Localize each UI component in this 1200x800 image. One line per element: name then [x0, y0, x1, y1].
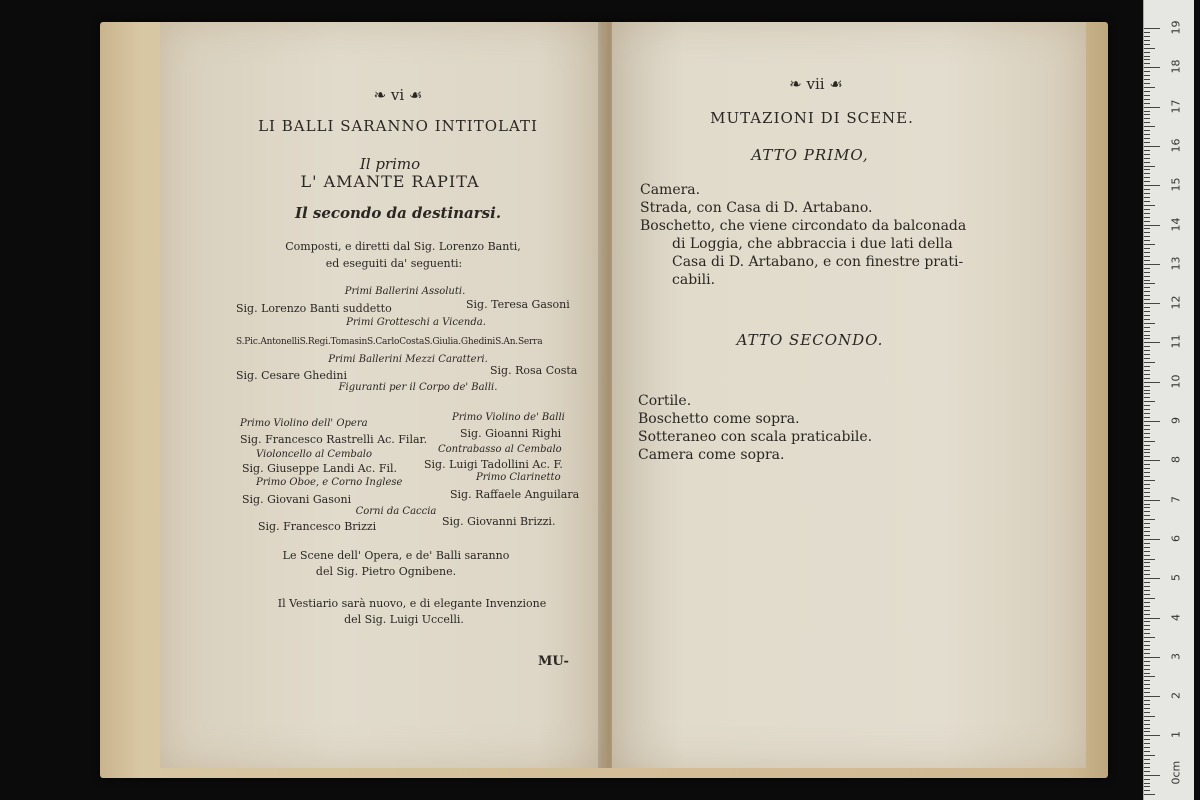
ruler-tick [1144, 162, 1150, 163]
ruler-tick [1144, 354, 1150, 355]
ruler-tick [1144, 71, 1150, 72]
ruler-tick [1144, 786, 1150, 787]
ruler-tick [1144, 790, 1150, 791]
ruler-tick [1144, 657, 1160, 658]
ruler-tick [1144, 566, 1150, 567]
ruler-tick [1144, 555, 1150, 556]
ruler-tick [1144, 488, 1150, 489]
ruler-tick [1144, 299, 1150, 300]
ruler-tick [1144, 763, 1150, 764]
act1-line: Casa di D. Artabano, e con finestre prati- [672, 254, 964, 270]
ruler-tick [1144, 692, 1150, 693]
act2-heading: ATTO SECONDO. [736, 331, 884, 349]
ruler-number: 6 [1169, 534, 1183, 542]
ruler-tick [1144, 217, 1150, 218]
mezzi-heading: Primi Ballerini Mezzi Caratteri. [328, 354, 488, 365]
ruler-tick [1144, 291, 1150, 292]
ruler-tick [1144, 433, 1150, 434]
ruler-number: 9 [1169, 417, 1183, 424]
right-page-number: ❧ vii ☙ [789, 75, 843, 93]
fleuron-icon: ❧ [789, 75, 807, 93]
ruler-tick [1144, 36, 1150, 37]
ruler-tick [1144, 665, 1150, 666]
ruler-tick [1144, 342, 1160, 343]
ruler-tick [1144, 606, 1150, 607]
scene-line-1: Le Scene dell' Opera, e de' Balli saranno [282, 549, 510, 562]
ruler-tick [1144, 755, 1155, 756]
ruler-tick [1144, 409, 1150, 410]
ruler-tick [1144, 146, 1160, 147]
ruler-tick [1144, 496, 1150, 497]
orchestra-role-left: Primo Violino dell' Opera [240, 418, 368, 429]
ruler-tick [1144, 633, 1150, 634]
ruler-number: 4 [1169, 613, 1183, 621]
ruler-tick [1144, 586, 1150, 587]
ruler-tick [1144, 641, 1150, 642]
ruler-tick [1144, 610, 1150, 611]
ruler-tick [1144, 32, 1150, 33]
ruler-tick [1144, 181, 1150, 182]
ruler-tick [1144, 331, 1150, 332]
ruler-tick [1144, 645, 1150, 646]
ruler-tick [1144, 122, 1150, 123]
ruler-tick [1144, 63, 1150, 64]
ruler-tick [1144, 704, 1150, 705]
ruler-tick [1144, 346, 1150, 347]
ruler-tick [1144, 531, 1150, 532]
ruler-tick [1144, 429, 1150, 430]
ruler-tick [1144, 67, 1160, 68]
orchestra-role-right: Primo Clarinetto [476, 472, 561, 483]
ruler-number: 0cm [1169, 760, 1183, 785]
ruler-tick [1144, 221, 1150, 222]
ruler-tick [1144, 688, 1150, 689]
act2-line: Camera come sopra. [638, 447, 785, 463]
ruler-tick [1144, 452, 1150, 453]
ruler-tick [1144, 315, 1150, 316]
ruler-tick [1144, 130, 1150, 131]
ballerini-right: Sig. Teresa Gasoni [466, 298, 570, 311]
ruler-tick [1144, 276, 1150, 277]
ruler-tick [1144, 653, 1150, 654]
ruler-tick [1144, 307, 1150, 308]
ruler-tick [1144, 232, 1150, 233]
ruler-tick [1144, 700, 1150, 701]
ruler-tick [1144, 280, 1150, 281]
mezzi-left: Sig. Cesare Ghedini [236, 369, 348, 382]
ruler-tick [1144, 511, 1150, 512]
ruler-tick [1144, 441, 1155, 442]
ruler-tick [1144, 578, 1160, 579]
ruler-tick [1144, 327, 1150, 328]
ruler-tick [1144, 173, 1150, 174]
ruler-tick [1144, 177, 1150, 178]
scene-line-2: del Sig. Pietro Ognibene. [315, 565, 457, 578]
ruler-tick [1144, 142, 1150, 143]
ruler-tick [1144, 716, 1155, 717]
ruler-number: 2 [1169, 692, 1183, 700]
orchestra-role-right: Contrabasso al Cembalo [438, 444, 562, 455]
ruler-tick [1144, 720, 1150, 721]
ruler-tick [1144, 252, 1150, 253]
ruler-tick [1144, 118, 1150, 119]
orchestra-name-left: Sig. Giuseppe Landi Ac. Fil. [242, 462, 397, 475]
ruler-tick [1144, 248, 1150, 249]
left-page-title: LI BALLI SARANNO INTITOLATI [258, 117, 538, 135]
ruler-tick [1144, 169, 1150, 170]
left-page-number: ❧ vi ☙ [373, 86, 423, 104]
grotteschi-heading: Primi Grotteschi a Vicenda. [346, 317, 486, 328]
ruler-tick [1144, 507, 1150, 508]
ruler-tick [1144, 747, 1150, 748]
ruler-tick [1144, 56, 1150, 57]
ruler-tick [1144, 680, 1150, 681]
composed-line-2: ed eseguiti da' seguenti: [325, 257, 463, 270]
ruler-tick [1144, 150, 1150, 151]
ruler-tick [1144, 236, 1150, 237]
ruler-tick [1144, 743, 1150, 744]
ruler-tick [1144, 28, 1160, 29]
ruler-number: 13 [1169, 256, 1183, 271]
fleuron-icon: ☙ [824, 75, 843, 93]
right-page-title: MUTAZIONI DI SCENE. [710, 109, 914, 127]
orchestra-name-right: Sig. Gioanni Righi [460, 427, 562, 440]
ruler-tick [1144, 527, 1150, 528]
ruler-tick [1144, 201, 1150, 202]
ruler-tick [1144, 559, 1155, 560]
right-page [612, 22, 1086, 768]
ruler-tick [1144, 390, 1150, 391]
ruler-tick [1144, 500, 1160, 501]
vestiario-line-1: Il Vestiario sarà nuovo, e di elegante Invenzione [277, 597, 547, 610]
ruler-number: 11 [1169, 334, 1183, 349]
ruler-tick [1144, 264, 1160, 265]
ruler-tick [1144, 547, 1150, 548]
ruler-tick [1144, 75, 1150, 76]
ruler-number: 12 [1169, 295, 1183, 310]
ruler-tick [1144, 193, 1150, 194]
ruler-tick [1144, 228, 1150, 229]
ruler-tick [1144, 456, 1150, 457]
ruler-tick [1144, 158, 1150, 159]
ruler-tick [1144, 283, 1155, 284]
ruler-tick [1144, 618, 1160, 619]
ruler-tick [1144, 386, 1150, 387]
ruler-tick [1144, 735, 1160, 736]
ruler-tick [1144, 543, 1150, 544]
ruler-tick [1144, 338, 1150, 339]
ruler-tick [1144, 562, 1150, 563]
ruler-tick [1144, 319, 1150, 320]
ruler-tick [1144, 240, 1150, 241]
ruler-tick [1144, 48, 1155, 49]
ruler-tick [1144, 629, 1150, 630]
ruler-tick [1144, 295, 1150, 296]
orchestra-role-right: Primo Violino de' Balli [452, 412, 565, 423]
ruler-tick [1144, 637, 1155, 638]
corni-right: Sig. Giovanni Brizzi. [442, 515, 556, 528]
ruler-tick [1144, 40, 1150, 41]
ruler-tick [1144, 480, 1155, 481]
ruler-tick [1144, 582, 1150, 583]
ruler-number: 19 [1169, 20, 1183, 35]
catchword: MU- [538, 654, 569, 669]
ruler-tick [1144, 303, 1160, 304]
ruler-tick [1144, 661, 1150, 662]
ruler-tick [1144, 676, 1155, 677]
ruler-tick [1144, 625, 1150, 626]
ruler-tick [1144, 213, 1150, 214]
vestiario-line-2: del Sig. Luigi Uccelli. [344, 613, 464, 626]
left-page [160, 22, 604, 768]
figuranti: Figuranti per il Corpo de' Balli. [338, 382, 498, 393]
ruler-tick [1144, 358, 1150, 359]
ruler-tick [1144, 366, 1150, 367]
ruler-tick [1144, 437, 1150, 438]
ruler-tick [1144, 95, 1150, 96]
act1-line: cabili. [672, 272, 716, 288]
mezzi-right: Sig. Rosa Costa [490, 364, 578, 377]
ruler-tick [1144, 272, 1150, 273]
orchestra-name-left: Sig. Giovani Gasoni [242, 493, 352, 506]
ruler-tick [1144, 260, 1150, 261]
ruler-tick [1144, 397, 1150, 398]
ruler-tick [1144, 476, 1150, 477]
ruler-tick [1144, 378, 1150, 379]
ruler-number: 10 [1169, 374, 1183, 389]
ruler-tick [1144, 504, 1150, 505]
ruler-tick [1144, 413, 1150, 414]
ruler-tick [1144, 767, 1150, 768]
ruler-tick [1144, 621, 1150, 622]
ruler-tick [1144, 87, 1155, 88]
ruler-tick [1144, 52, 1150, 53]
ruler-tick [1144, 779, 1150, 780]
ruler-tick [1144, 323, 1155, 324]
ruler-tick [1144, 519, 1155, 520]
ruler-number: 7 [1169, 495, 1183, 503]
ruler-tick [1144, 83, 1150, 84]
second-ballet: Il secondo da destinarsi. [294, 204, 502, 222]
ruler-tick [1144, 268, 1150, 269]
ruler-tick [1144, 370, 1150, 371]
ruler-tick [1144, 574, 1150, 575]
orchestra-name-left: Sig. Francesco Rastrelli Ac. Filar. [240, 433, 428, 446]
ruler-tick [1144, 382, 1160, 383]
ruler-tick [1144, 775, 1160, 776]
ruler-tick [1144, 103, 1150, 104]
ruler-tick [1144, 472, 1150, 473]
ruler-tick [1144, 138, 1150, 139]
fleuron-icon: ☙ [404, 86, 423, 104]
ruler-tick [1144, 708, 1150, 709]
ruler-tick [1144, 649, 1150, 650]
ruler-tick [1144, 684, 1150, 685]
ruler-tick [1144, 551, 1150, 552]
ruler-number: 17 [1169, 99, 1183, 114]
ruler-tick [1144, 712, 1150, 713]
grotteschi-names: S.Pic.AntonelliS.Regi.TomasinS.CarloCostaS.Giulia.GhediniS.An.Serra [236, 337, 543, 347]
ruler-tick [1144, 111, 1150, 112]
ruler-tick [1144, 445, 1150, 446]
ruler-tick [1144, 484, 1150, 485]
ruler-number: 18 [1169, 59, 1183, 74]
act2-line: Boschetto come sopra. [638, 411, 800, 427]
ruler-tick [1144, 602, 1150, 603]
ruler-tick [1144, 590, 1150, 591]
act1-line: Boschetto, che viene circondato da balconada [640, 218, 967, 234]
ruler-tick [1144, 570, 1150, 571]
act2-line: Cortile. [638, 393, 692, 409]
corni-left: Sig. Francesco Brizzi [258, 520, 377, 533]
ruler-tick [1144, 449, 1150, 450]
act1-line: Strada, con Casa di D. Artabano. [640, 200, 873, 216]
composed-line-1: Composti, e diretti dal Sig. Lorenzo Banti, [285, 240, 521, 253]
ruler-tick [1144, 492, 1150, 493]
ruler-tick [1144, 468, 1150, 469]
ruler-tick [1144, 696, 1160, 697]
ruler-tick [1144, 523, 1150, 524]
ruler-tick [1144, 739, 1150, 740]
ruler-tick [1144, 594, 1150, 595]
ruler-tick [1144, 350, 1150, 351]
ruler-tick [1144, 189, 1150, 190]
ruler-tick [1144, 783, 1150, 784]
ruler-tick [1144, 535, 1150, 536]
ruler-tick [1144, 417, 1150, 418]
ruler-tick [1144, 225, 1160, 226]
fleuron-icon: ❧ [373, 86, 391, 104]
ruler-tick [1144, 362, 1155, 363]
ruler-tick [1144, 166, 1155, 167]
ruler-tick [1144, 421, 1160, 422]
act2-line: Sotteraneo con scala praticabile. [638, 429, 873, 445]
ruler-tick [1144, 209, 1150, 210]
orchestra-name-right: Sig. Raffaele Anguilara [450, 488, 580, 501]
ruler-number: 16 [1169, 138, 1183, 153]
ruler-tick [1144, 256, 1150, 257]
ruler-tick [1144, 401, 1155, 402]
act1-heading: ATTO PRIMO, [751, 146, 869, 164]
orchestra-role-left: Primo Oboe, e Corno Inglese [256, 477, 403, 488]
ruler-number: 5 [1169, 574, 1183, 582]
ruler-tick [1144, 154, 1150, 155]
ruler-tick [1144, 335, 1150, 336]
ruler-tick [1144, 59, 1150, 60]
ballerini-left: Sig. Lorenzo Banti suddetto [236, 302, 392, 315]
ruler-tick [1144, 539, 1160, 540]
ruler-tick [1144, 614, 1150, 615]
ruler-tick [1144, 460, 1160, 461]
ruler-tick [1144, 126, 1155, 127]
ruler-tick [1144, 751, 1150, 752]
ruler-number: 14 [1169, 217, 1183, 231]
ruler-tick [1144, 759, 1150, 760]
ruler-tick [1144, 114, 1150, 115]
ruler-tick [1144, 393, 1150, 394]
orchestra-role-left: Violoncello al Cembalo [256, 449, 373, 460]
ruler-number: 8 [1169, 456, 1183, 464]
ruler-tick [1144, 205, 1155, 206]
ruler-tick [1144, 515, 1150, 516]
ruler-number: 3 [1169, 652, 1183, 660]
measurement-ruler [1143, 0, 1194, 800]
ruler-tick [1144, 185, 1160, 186]
ruler-tick [1144, 598, 1155, 599]
ruler-tick [1144, 464, 1150, 465]
ruler-tick [1144, 44, 1150, 45]
act1-line: Camera. [640, 182, 701, 198]
ruler-tick [1144, 311, 1150, 312]
ruler-tick [1144, 374, 1150, 375]
ruler-tick [1144, 197, 1150, 198]
ruler-tick [1144, 244, 1155, 245]
orchestra-name-right: Sig. Luigi Tadollini Ac. F. [424, 458, 563, 471]
ruler-tick [1144, 99, 1150, 100]
ruler-tick [1144, 794, 1155, 795]
ruler-tick [1144, 669, 1150, 670]
ruler-tick [1144, 731, 1150, 732]
ruler-tick [1144, 673, 1150, 674]
act1-line: di Loggia, che abbraccia i due lati della [672, 236, 953, 252]
corni-heading: Corni da Caccia [355, 506, 437, 517]
first-ballet-title: L' AMANTE RAPITA [300, 172, 480, 191]
ruler-tick [1144, 134, 1150, 135]
ruler-tick [1144, 91, 1150, 92]
ruler-tick [1144, 107, 1160, 108]
ruler-tick [1144, 405, 1150, 406]
first-ballet-label: Il primo [359, 155, 421, 173]
ruler-tick [1144, 771, 1150, 772]
ruler-number: 1 [1169, 731, 1183, 739]
ruler-tick [1144, 79, 1150, 80]
primi-ballerini-heading: Primi Ballerini Assoluti. [344, 286, 466, 297]
ruler-tick [1144, 287, 1150, 288]
ruler-tick [1144, 425, 1150, 426]
ruler-number: 15 [1169, 177, 1183, 192]
ruler-tick [1144, 724, 1150, 725]
ruler-tick [1144, 728, 1150, 729]
